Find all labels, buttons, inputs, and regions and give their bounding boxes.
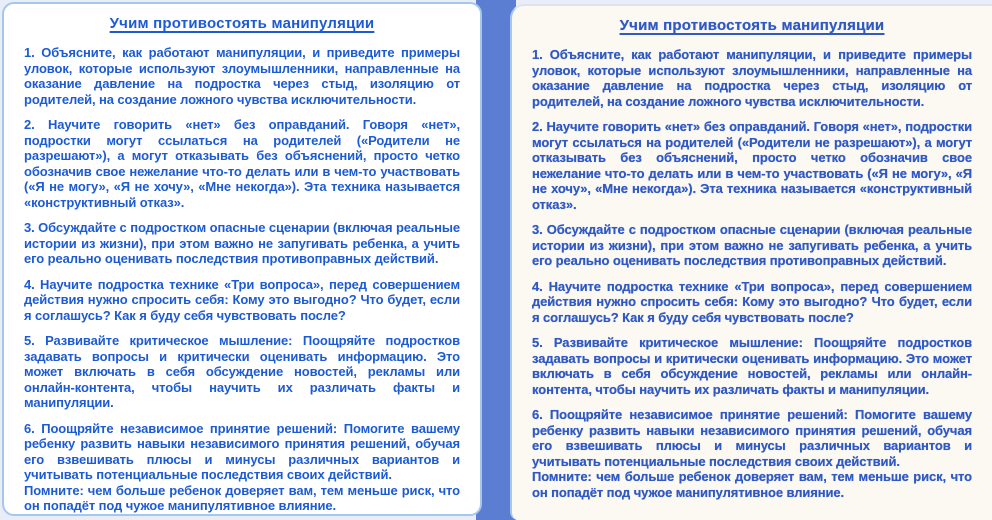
flyer-paragraph-2: 2. Научите говорить «нет» без оправданий. Говоря «нет», подростки могут ссылаться на родителей («Родители не разрешают»), а могут отказывать без объяснений, просто четко обозначив свое нежелание что-то делать или в чем-то участвовать («Я не могу», «Я не хочу», «Мне некогда»). Эта техника называется «конструктивный отказ». (24, 117, 460, 210)
flyer-paragraph-5: 5. Развивайте критическое мышление: Поощряйте подростков задавать вопросы и критически оценивать информацию. Это может включать в себя обсуждение новостей, рекламы или онлайн-контента, чтобы научить их различать факты и манипуляции. (532, 335, 972, 397)
flyer-title: Учим противостоять манипуляции (619, 17, 885, 34)
flyer-paragraph-2: 2. Научите говорить «нет» без оправданий. Говоря «нет», подростки могут ссылаться на родителей («Родители не разрешают»), а могут отказывать без объяснений, просто четко обозначив свое нежелание что-то делать или в чем-то участвовать («Я не могу», «Я не хочу», «Мне некогда»). Эта техника называется «конструктивный отказ». (532, 119, 972, 212)
flyer-panel-right (510, 4, 992, 520)
flyer-footer-note: Помните: чем больше ребенок доверяет вам, тем меньше риск, что он попадёт под чужое манипулятивное влияние. (24, 482, 460, 513)
flyer-paragraph-1: 1. Объясните, как работают манипуляции, и приведите примеры уловок, которые используют злоумышленники, направленные на оказание давление на подростка через стыд, изоляцию от родителей, на создание ложного чувства исключительности. (532, 47, 972, 109)
flyer-paragraph-6: 6. Поощряйте независимое принятие решений: Помогите вашему ребенку развить навыки независимого принятия решений, обучая его взвешивать плюсы и минусы различных вариантов и учитывать потенциальные последствия своих действий. (532, 407, 972, 469)
flyer-paragraph-3: 3. Обсуждайте с подростком опасные сценарии (включая реальные истории из жизни), при этом важно не запугивать ребенка, а учить его реально оценивать последствия противоправных действий. (24, 220, 460, 266)
flyer-panel-left (2, 2, 482, 516)
flyer-paragraph-6: 6. Поощряйте независимое принятие решений: Помогите вашему ребенку развить навыки независимого принятия решений, обучая его взвешивать плюсы и минусы различных вариантов и учитывать потенциальные последствия своих действий. (24, 420, 460, 482)
flyer-paragraph-1: 1. Объясните, как работают манипуляции, и приведите примеры уловок, которые используют злоумышленники, направленные на оказание давление на подростка через стыд, изоляцию от родителей, на создание ложного чувства исключительности. (24, 45, 460, 107)
flyer-paragraph-5: 5. Развивайте критическое мышление: Поощряйте подростков задавать вопросы и критически оценивать информацию. Это может включать в себя обсуждение новостей, рекламы или онлайн-контента, чтобы научить их различать факты и манипуляции. (24, 333, 460, 410)
flyer-paragraph-4: 4. Научите подростка технике «Три вопроса», перед совершением действия нужно спросить себя: Кому это выгодно? Что будет, если я соглашусь? Как я буду себя чувствовать после? (532, 278, 972, 325)
flyer-title: Учим противостоять манипуляции (109, 15, 375, 32)
flyer-paragraph-4: 4. Научите подростка технике «Три вопроса», перед совершением действия нужно спросить себя: Кому это выгодно? Что будет, если я соглашусь? Как я буду себя чувствовать после? (24, 276, 460, 323)
flyer-paragraph-3: 3. Обсуждайте с подростком опасные сценарии (включая реальные истории из жизни), при этом важно не запугивать ребенка, а учить его реально оценивать последствия противоправных действий. (532, 222, 972, 268)
flyer-footer-note: Помните: чем больше ребенок доверяет вам, тем меньше риск, что он попадёт под чужое манипулятивное влияние. (532, 469, 972, 500)
